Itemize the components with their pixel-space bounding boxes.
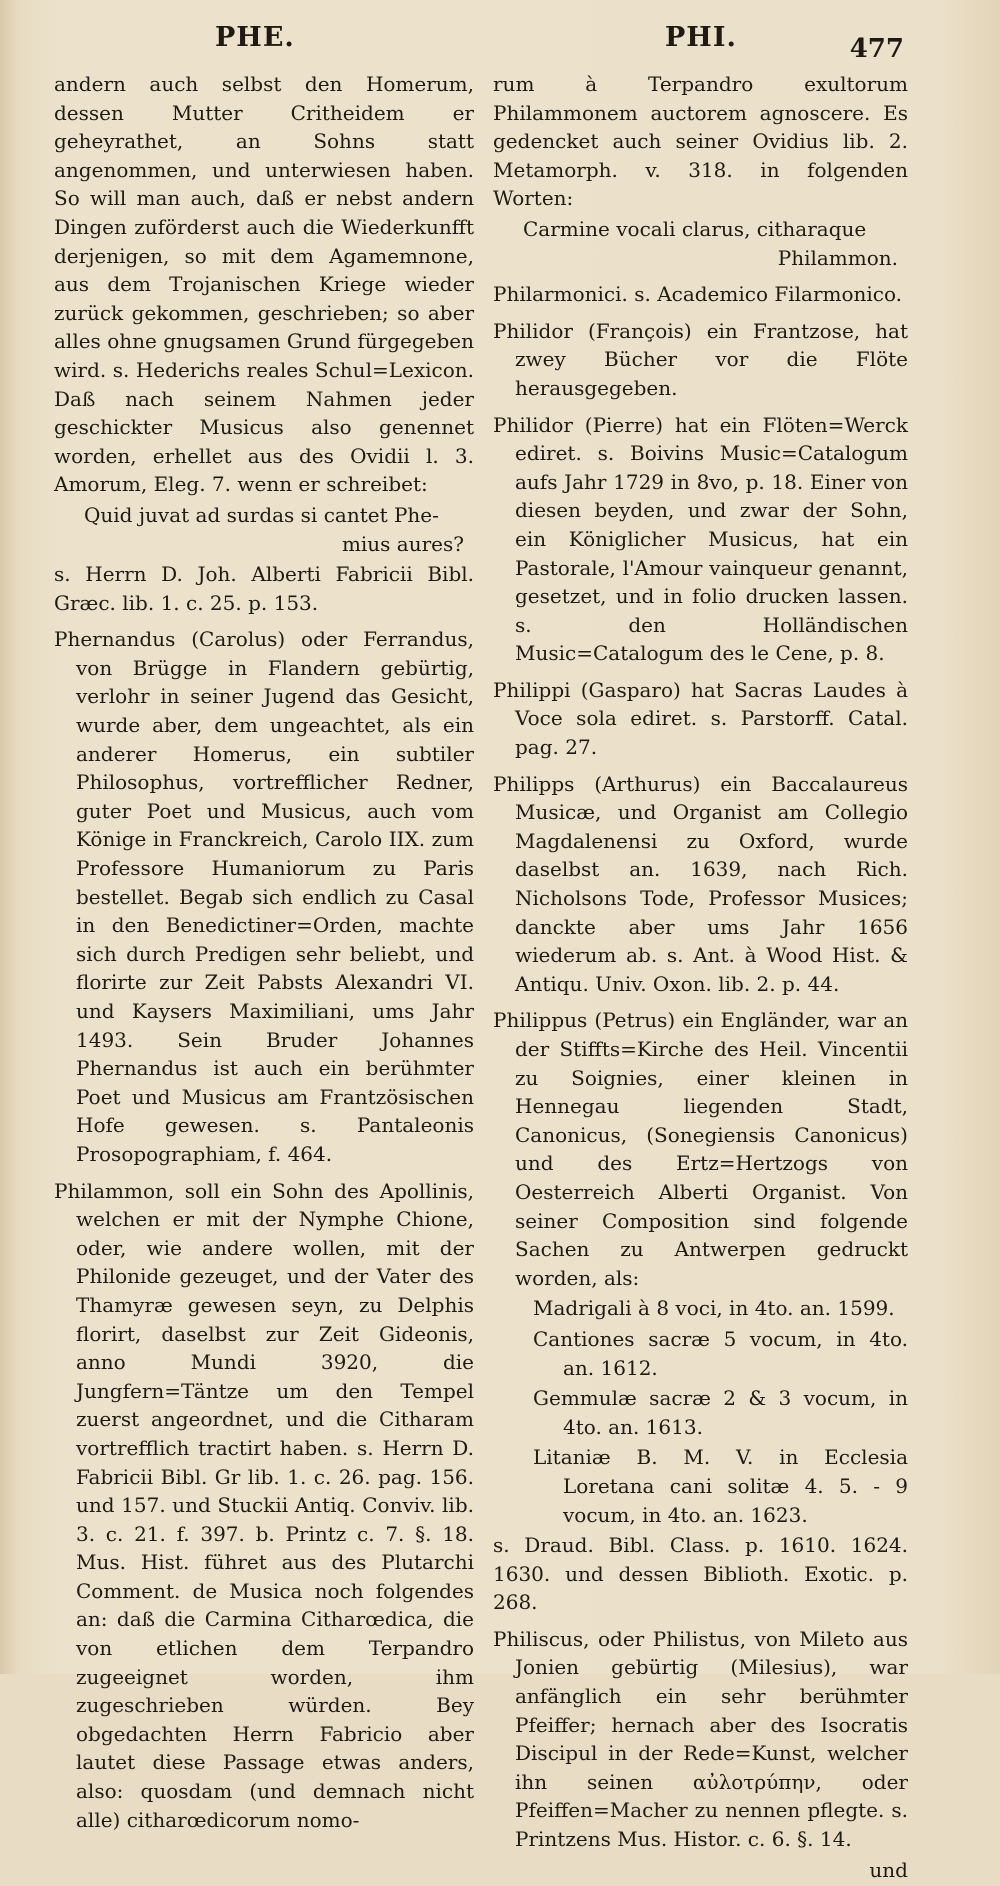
verse-quote — [493, 215, 908, 272]
works-list-item: Gemmulæ sacræ 2 & 3 vocum, in 4to. an. 1613. — [533, 1386, 908, 1439]
entry-phernandus: Phernandus (Carolus) oder Ferrandus, von Brügge in Flandern gebürtig, verlohr in seiner Jugend das Gesicht, wurde aber, dem ungeachtet, als ein anderer Homerus, ein subtiler Philosophus, vortrefflicher Redner, guter Poet und Musicus, auch vom Könige in Franckreich, Carolo IIX. zum Professore Humaniorum zu Paris bestellet. Begab sich endlich zu Casal in den Benedictiner=Orden, machte sich durch Predigen sehr beliebt, und florirte zur Zeit Pabsts Alexandri VI. und Kaysers Maximiliani, ums Jahr 1493. Sein Bruder Johannes Phernandus ist auch ein berühmter Poet und Musicus am Frantzösischen Hofe gewesen. s. Pantaleonis Prosopographiam, f. 464. — [54, 627, 474, 1166]
verse-line-2: mius aures? — [341, 531, 464, 556]
verse-line-1: Quid juvat ad surdas si cantet Phe- — [84, 502, 439, 527]
entry-continuation: rum à Terpandro exultorum Philammonem auctorem agnoscere. Es gedencket auch seiner Ovidius lib. 2. Metamorph. v. 318. in folgenden Worten: — [493, 72, 908, 211]
entry-philidor-francois: Philidor (François) ein Frantzose, hat zwey Bücher vor die Flöte herausgegeben. — [493, 318, 908, 400]
verse-line-1: Carmine vocali clarus, citharaque — [523, 216, 867, 241]
entry-philidor-pierre: Philidor (Pierre) hat ein Flöten=Werck ediret. s. Boivins Music=Catalogum aufs Jahr 1729 in 8vo, p. 18. Einer von diesen beyden, und zwar der Sohn, ein Königlicher Musicus, hat ein Pastorale, l'Amour vainqueur genannt, gesetzet, und in folio drucken lassen. s. den Holländischen Music=Catalogum des le Cene, p. 8. — [493, 412, 908, 666]
running-head-left: PHE. — [215, 22, 295, 53]
works-list-item: Litaniæ B. M. V. in Ecclesia Loretana cani solitæ 4. 5. - 9 vocum, in 4to. an. 1623. — [533, 1445, 908, 1527]
running-head-center: PHI. — [665, 22, 737, 53]
entry-philiscus: Philiscus, oder Philistus, von Mileto aus Jonien gebürtig (Milesius), war anfänglich ein sehr berühmter Pfeiffer; hernach aber des Isocratis Discipul in der Rede=Kunst, welcher ihn seinen αὐλοτρύπην, oder Pfeiffen=Macher zu nennen pflegte. s. Printzens Mus. Histor. c. 6. §. 14. — [493, 1626, 908, 1852]
catchword: und — [869, 1857, 908, 1882]
entry-philippi: Philippi (Gasparo) hat Sacras Laudes à Voce sola ediret. s. Parstorff. Catal. pag. 27. — [493, 677, 908, 760]
entry-continuation: andern auch selbst den Homerum, dessen Mutter Critheidem er geheyrathet, an Sohns statt angenommen, und unterwiesen haben. So will man auch, daß er nebst andern Dingen zuförderst auch die Wiederkunfft derjenigen, so mit dem Agamemnone, aus dem Trojanischen Kriege wieder zurück gekommen, geschrieben; so aber alles ohne gnugsamen Grund fürgegeben wird. s. Hederichs reales Schul=Lexicon. Daß nach seinem Nahmen jeder geschickter Musicus also genennet worden, erhellet aus des Ovidii l. 3. Amorum, Eleg. 7. wenn er schreibet: — [54, 72, 474, 497]
works-list-item: Cantiones sacræ 5 vocum, in 4to. an. 1612. — [533, 1326, 908, 1380]
entry-citation: s. Herrn D. Joh. Alberti Fabricii Bibl. Græc. lib. 1. c. 25. p. 153. — [54, 562, 474, 615]
left-column — [54, 70, 474, 1836]
entry-philippus: Philippus (Petrus) ein Engländer, war an der Stiffts=Kirche des Heil. Vincentii zu Soignies, einer kleinen in Hennegau liegenden Stadt, Canonicus, (Sonegiensis Canonicus) und des Ertz=Hertzogs von Oesterreich Alberti Organist. Von seiner Composition sind folgende Sachen zu Antwerpen gedruckt worden, als: — [493, 1008, 908, 1290]
verse-quote — [54, 501, 474, 558]
entry-citation: s. Draud. Bibl. Class. p. 1610. 1624. 1630. und dessen Biblioth. Exotic. p. 268. — [493, 1533, 908, 1615]
entry-philarmonici: Philarmonici. s. Academico Filarmonico. — [493, 282, 903, 307]
entry-philipps: Philipps (Arthurus) ein Baccalaureus Musicæ, und Organist am Collegio Magdalenensi zu Oxford, wurde daselbst an. 1639, nach Rich. Nicholsons Tode, Professor Musices; danckte aber ums Jahr 1656 wiederum ab. s. Ant. à Wood Hist. & Antiqu. Univ. Oxon. lib. 2. p. 44. — [493, 771, 908, 996]
entry-philammon: Philammon, soll ein Sohn des Apollinis, welchen er mit der Nymphe Chione, oder, wie andere wollen, mit der Philonide gezeuget, und der Vater des Thamyræ gewesen seyn, zu Delphis florirt, daselbst zur Zeit Gideonis, anno Mundi 3920, die Jungfern=Täntze um den Tempel zuerst angeordnet, und die Citharam vortrefflich tractirt haben. s. Herrn D. Fabricii Bibl. Gr lib. 1. c. 26. pag. 156. und 157. und Stuckii Antiq. Conviv. lib. 3. c. 21. f. 397. b. Printz c. 7. §. 18. Mus. Hist. führet aus des Plutarchi Comment. de Musica noch folgendes an: daß die Carmina Citharœdica, die von etlichen dem Terpandro zugeeignet worden, ihm zugeschrieben würden. Bey obgedachten Herrn Fabricio aber lautet diese Passage etwas anders, also: quosdam (und demnach nicht alle) citharœdicorum nomo- — [54, 1178, 474, 1832]
verse-line-2: Philammon. — [777, 245, 898, 270]
right-column — [493, 70, 908, 1886]
page-number: 477 — [849, 34, 904, 64]
works-list-item: Madrigali à 8 voci, in 4to. an. 1599. — [533, 1296, 895, 1321]
